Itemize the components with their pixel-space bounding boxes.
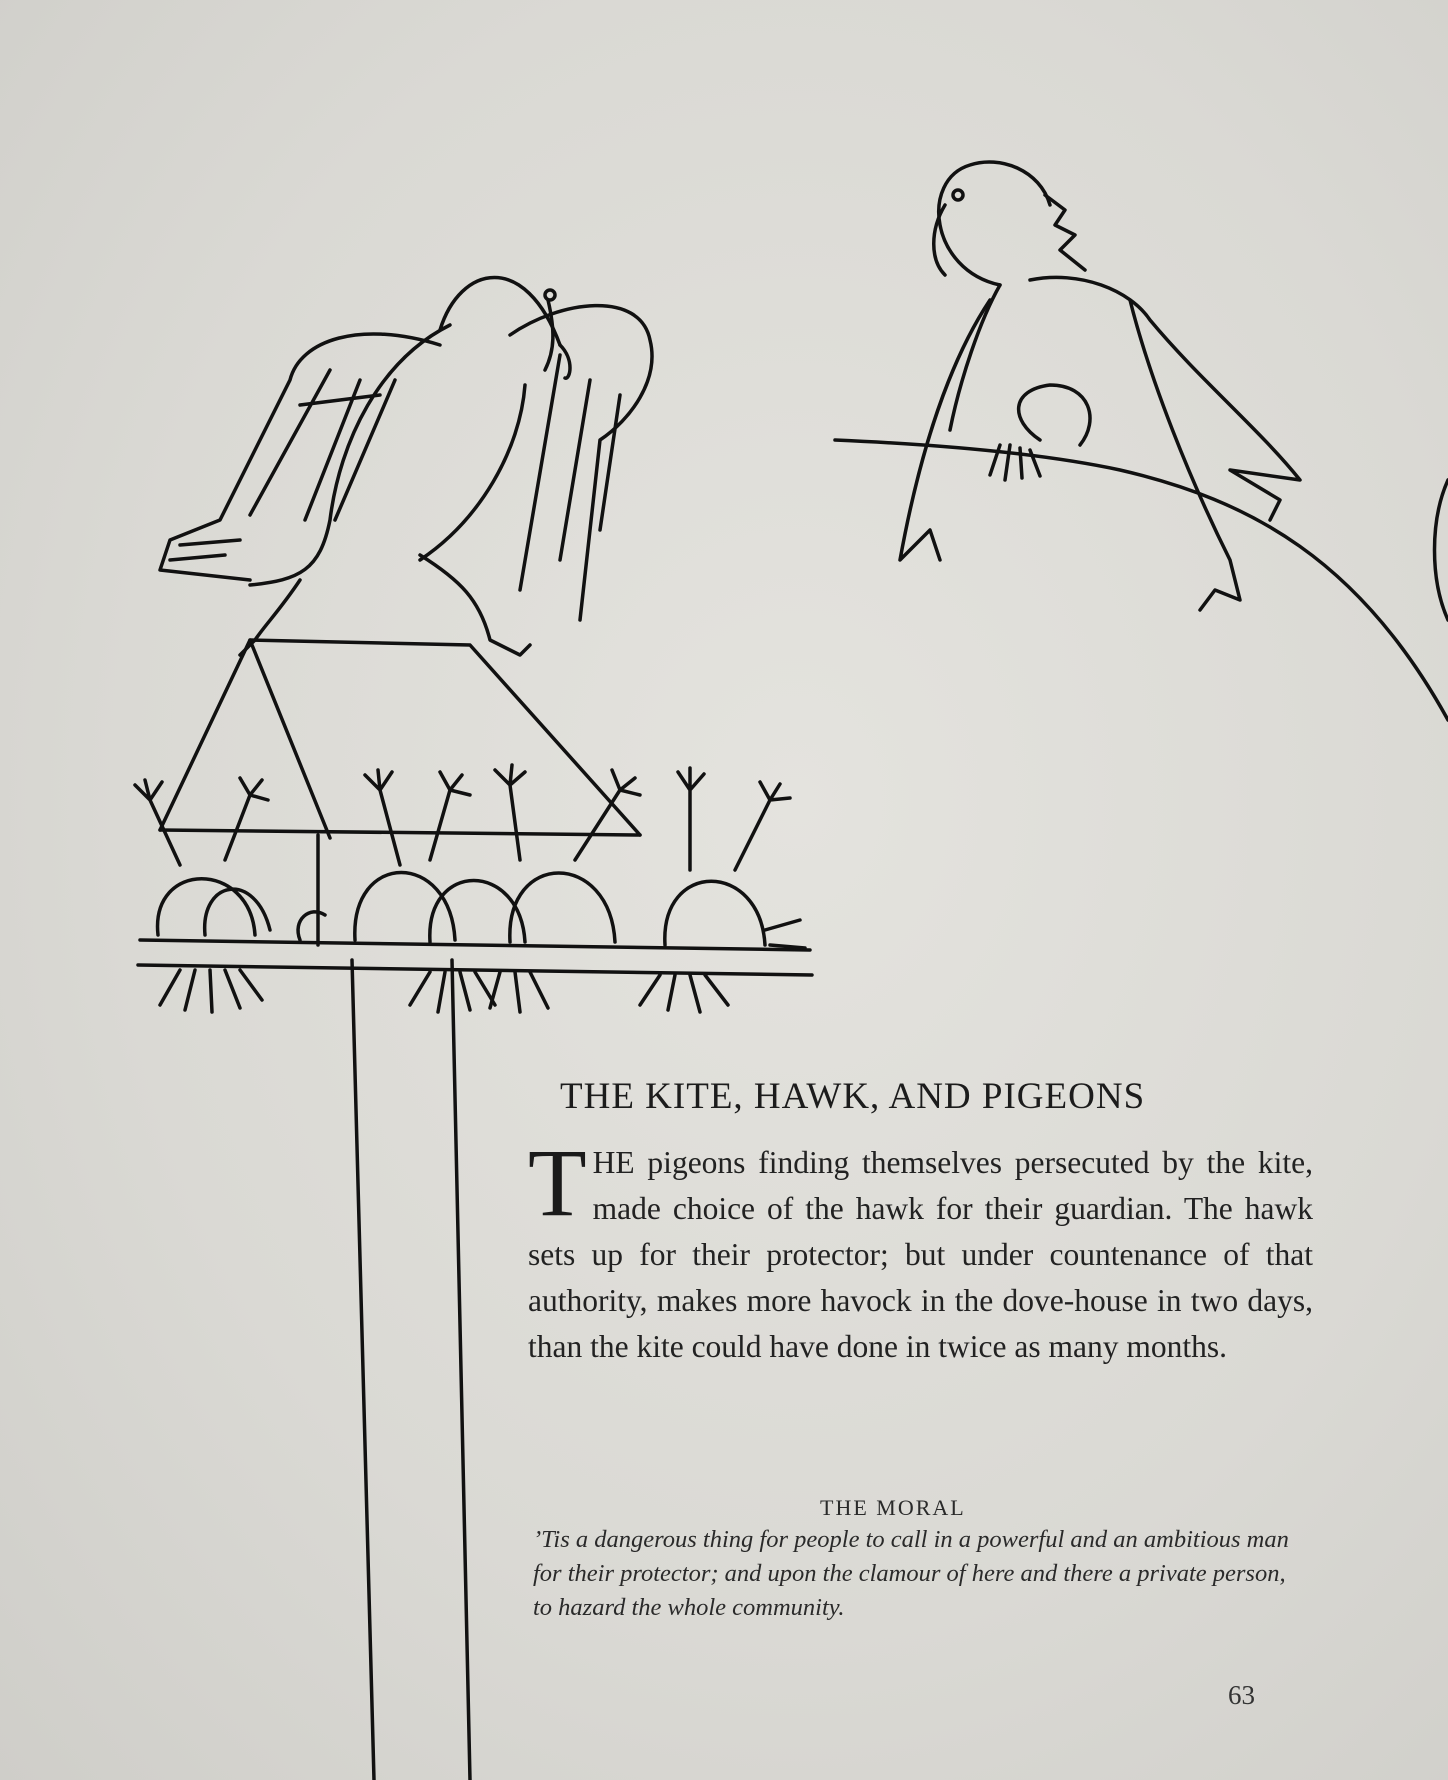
kite (835, 162, 1448, 720)
moral-text: ’Tis a dangerous thing for people to call in a powerful and an ambitious man for their protector; and upon the clamour of here and there a private person, to hazard the whole community. (533, 1526, 1289, 1621)
dove-house (138, 640, 812, 975)
fable-body: HE pigeons finding themselves persecuted by the kite, made choice of the hawk for their guardian. The hawk sets up for their protector; but under countenance of that authority, makes more havock in the dove-house in two days, than the kite could have done in twice as many months. (528, 1145, 1313, 1364)
hawk (160, 278, 652, 656)
pigeons (135, 765, 805, 1012)
moral-heading: THE MORAL (820, 1495, 966, 1520)
page-number: 63 (1228, 1680, 1255, 1710)
fable-text (528, 1129, 1313, 1370)
drop-cap: T (528, 1129, 587, 1236)
fable-title: THE KITE, HAWK, AND PIGEONS (560, 1076, 1146, 1117)
dove-house-pole (352, 960, 470, 1780)
